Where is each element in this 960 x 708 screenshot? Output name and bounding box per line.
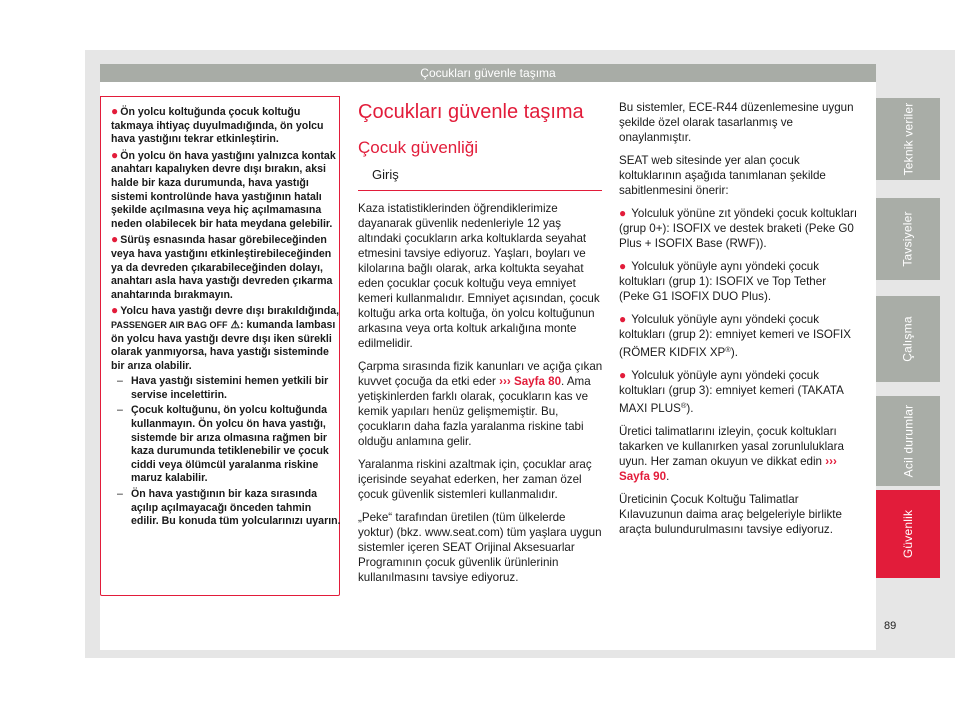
warning-item: ● Yolcu hava yastığı devre dışı bırakıldığında, PASSENGER AIR BAG OFF ⚠: kumanda lambası ön yolcu hava yastığı devre dışı iken sürekli olarak yanmıyorsa, hava yastığı sisteminde bir arıza olabilir. [111,303,340,372]
page-reference-link[interactable]: ››› Sayfa 80 [499,375,562,388]
bullet-icon: ● [111,147,119,162]
paragraph: Yaralanma riskini azaltmak için, çocuklar araç içerisinde seyahat ederken, her zaman özel çocuk güvenlik sistemleri kullanmalıdır. [358,458,592,501]
tab-label: Acil durumlar [901,404,915,478]
list-item-text: Yolculuk yönüyle aynı yöndeki çocuk koltukları (grup 3): emniyet kemeri (TAKATA MAXI PLUS [619,369,844,415]
bullet-icon: ● [619,259,627,273]
warning-item [111,149,341,232]
paragraph: „Peke“ tarafından üretilen (tüm ülkelerde yoktur) (bkz. www.seat.com) tüm yaşlara uygun sistemler içeren SEAT Orijinal Aksesuarlar Programının çocuk güvenlik ürünlerinin kullanılmasını tavsiye ediyoruz. [358,511,602,584]
airbag-off-icon: ⚠ [230,318,240,331]
warning-text: Sürüş esnasında hasar görebileceğinden veya hava yastığını etkinleştirebileceğinden ya da devreden çıkarabileceğinden dolayı, anahtarı asla hava yastığı devreden çıkarma anahtarında bırakmayın. [111,234,333,301]
list-item [619,259,859,304]
bullet-icon: ● [619,368,627,382]
list-item [619,368,859,416]
tab-label: Çalışma [900,316,915,362]
registered-mark: ® [725,345,731,354]
warning-text: Ön yolcu ön hava yastığını yalnızca kontak anahtarı kapalıyken devre dışı bırakın, aksi halde bir kaza durumunda, hava yastığı sistemi kontrolünde hava yastığının hatalı şekilde açılmasına veya hiç açılmamasına neden olabilecek bir hata meydana gelebilir. [111,149,336,230]
warning-text: Ön yolcu koltuğunda çocuk koltuğu takmaya ihtiyaç duyulmadığında, ön yolcu hava yastığını tekrar etkinleştirin. [111,106,324,146]
warning-subitem: – Ön hava yastığının bir kaza sırasında açılıp açılmayacağı önceden tahmin edilir. Bu konuda tüm yolcularınızı uyarın. [117,488,341,529]
paragraph [619,424,859,484]
paragraph: Kaza istatistiklerinden öğrendiklerimize dayanarak güvenlik nedenleriyle 12 yaş altındaki çocukların arka koltuklarda seyahat etmesini tavsiye ediyoruz. Yaşları, boyları ve kilolarına bağlı olarak, arka koltukta seyahat eden çocuklar çocuk koltuğu veya emniyet kemeri kullanmalıdır. Emniyet açısından, çocuk koltuğu arka orta koltuğa, ön yolcu koltuğunun arkasına veya orta koltuk arkalığına monte edilmelidir. [358,202,600,350]
page-reference-link[interactable]: ››› Sayfa 90 [619,455,837,483]
warning-text: Yolcu hava yastığı devre dışı bırakıldığında, [120,305,340,318]
paragraph: SEAT web sitesinde yer alan çocuk koltuklarının aşağıda tanımlanan şekilde sabitlenmesini önerir: [619,154,826,197]
tab-safety[interactable] [876,490,940,578]
paragraph [358,359,603,449]
paragraph-text: Çarpma sırasında fizik kanunları ve açığa çıkan kuvvet çocuğa da etki eder [358,360,603,388]
tab-label: Tavsiyeler [900,211,915,267]
paragraph: Üreticinin Çocuk Koltuğu Talimatlar Kılavuzunun daima araç belgeleriyle birlikte araçta bulundurulmasını tavsiye ediyoruz. [619,493,842,536]
right-column [619,100,859,545]
bullet-icon: ● [619,312,627,326]
bullet-icon: ● [111,232,119,247]
subsection-title: Çocuk güvenliği [358,138,479,157]
tab-label: Güvenlik [900,509,915,559]
tab-emergencies[interactable] [876,396,940,486]
running-header: Çocukları güvenle taşıma [100,64,876,82]
middle-column [358,100,603,593]
section-title: Çocukları güvenle taşıma [358,101,584,123]
list-item-text: ). [730,346,738,359]
intro-heading [358,166,602,191]
tab-technical-data[interactable] [876,98,940,180]
warning-subitem: – Çocuk koltuğunu, ön yolcu koltuğunda kullanmayın. Ön yolcu ön hava yastığı, sistemde bir arıza olmasına rağmen bir kaza durumunda tetiklenebilir ve çocuk ciddi veya ölümcül yaralanma riskine maruz kalabilir. [117,404,341,486]
warning-box [100,96,340,596]
paragraph-text: . Ama yetişkinlerden farklı olarak, çocukların kas ve kemik yapıları henüz gelişmemiştir. Bu, çocukların daha fazla yaralanma riskine tabi olduğu anlamına gelir. [358,375,591,448]
list-item-text: Yolculuk yönüne zıt yöndeki çocuk koltukları (grup 0+): ISOFIX ve destek braketi (Peke G0 Plus + ISOFIX Base (RWF)). [619,207,858,250]
paragraph-text: Üretici talimatlarını izleyin, çocuk koltukları takarken ve kullanırken yasal zorunluluklara uyun. Her zaman okuyun ve dikkat edin [619,425,844,468]
tab-advice[interactable] [876,198,940,280]
registered-mark: ® [680,401,687,410]
paragraph: Bu sistemler, ECE-R44 düzenlemesine uygun şekilde özel olarak tasarlanmış ve onaylanmıştır. [619,101,854,144]
warning-subitem: – Hava yastığı sistemini hemen yetkili bir servise incelettirin. [117,375,341,402]
list-item-text: Yolculuk yönüyle aynı yöndeki çocuk koltukları (grup 1): ISOFIX ve Top Tether (Peke G1 ISOFIX DUO Plus). [619,260,827,303]
paragraph-text: . [666,470,670,483]
list-item [619,206,859,251]
intro-heading-text: Giriş [372,167,399,182]
list-item-text: ). [686,402,694,415]
warning-text: kumanda lambası ön yolcu hava yastığı devre dışı iken sürekli olarak yanmıyorsa, hava yastığı sisteminde bir arıza olabilir. [111,318,336,372]
warning-item [111,105,341,147]
warning-item [111,233,341,302]
bullet-icon: ● [619,206,627,220]
tab-operation[interactable] [876,296,940,382]
list-item-text: Yolculuk yönüyle aynı yöndeki çocuk koltukları (grup 2): emniyet kemeri ve ISOFIX (RÖMER KIDFIX XP [619,313,851,359]
bullet-icon: ● [111,303,119,318]
page-number: 89 [884,620,897,632]
list-item [619,312,859,360]
airbag-off-lamp-label: PASSENGER AIR BAG OFF [111,319,228,330]
tab-label: Teknik veriler [901,102,916,176]
bullet-icon: ● [111,104,119,118]
